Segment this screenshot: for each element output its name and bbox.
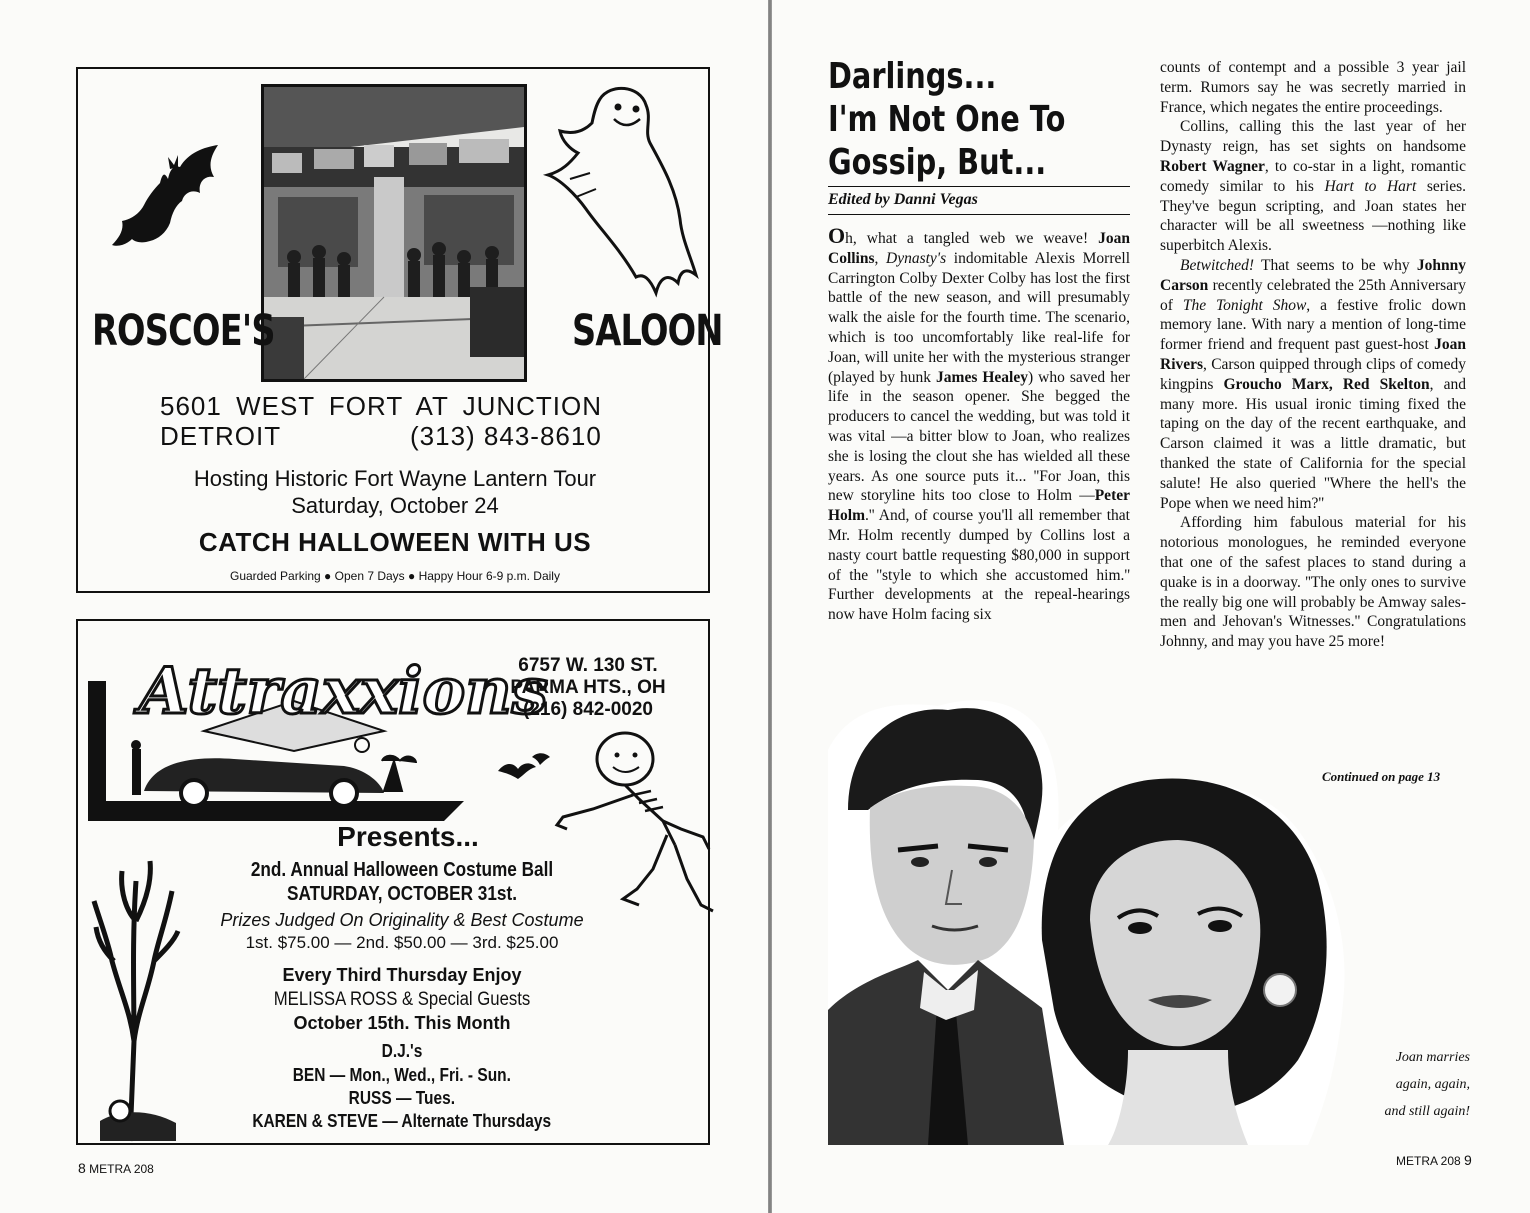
event-date: SATURDAY, OCTOBER 31st. [286, 883, 518, 905]
dj-ben-text: BEN — Mon., Wed., Fri. - Sun. [292, 1065, 512, 1085]
this-month-date: October 15th. This Month [293, 1013, 511, 1033]
dj-schedule-russ [182, 1088, 622, 1109]
drop-cap: O [828, 223, 846, 248]
text-run: Collins, calling this the last year of her Dynasty reign, has set sights on handsome [1160, 118, 1466, 156]
ghost-icon [540, 79, 702, 309]
show-title: Dynasty's [886, 249, 947, 267]
club-contact [490, 655, 686, 721]
dj-schedule-ben [182, 1065, 622, 1086]
headline-line-3: Gossip, But... [828, 142, 1047, 183]
article-column-1 [828, 223, 1130, 625]
byline-rule-top [828, 186, 1130, 187]
event-title: 2nd. Annual Halloween Costume Ball [250, 859, 554, 881]
text-run: h, what a tangled web we weave! [845, 230, 1099, 247]
street-address: 5601 WEST FORT AT JUNCTION [160, 391, 603, 421]
brand-name-right: SALOON [572, 306, 723, 356]
third-thursday: Every Third Thursday Enjoy [282, 965, 522, 985]
right-folio [1396, 1152, 1472, 1168]
tour-line-2: Saturday, October 24 [291, 493, 499, 518]
halloween-tagline: CATCH HALLOWEEN WITH US [198, 527, 592, 557]
attraxxions-ad [76, 619, 710, 1145]
dead-tree-icon [90, 841, 186, 1141]
text-run: , a festive frolic down memory lane. With nary a mention of long-time former friend and frequent past guest-host [1160, 296, 1466, 354]
phone-number: (313) 843-8610 [410, 421, 602, 451]
paragraph: Affording him fabulous material for his notorious monologues, he reminded everyone that one of the safest places to stand during a quake is in a doorway. ''The only ones to survive the really big one will probably be Amway sales-men and Jehovan's Witnesses.'' Congratulations Johnny, and may you have 25 more! [1160, 514, 1466, 651]
text-run: ) who saved her life in the season opener. She begged the producers to cancel the wedding, but was told it was vital —a bitter blow to Joan, who realizes she is losing the clout she has wielded all these years. As one source puts it... ''For Joan, this new storyline hits too close to Holm — [828, 368, 1130, 505]
person-name: James Healey [936, 368, 1028, 386]
caption-line-3: and still again! [1384, 1104, 1470, 1119]
left-publication: METRA 208 [89, 1162, 154, 1176]
caption-line-1: Joan marries [1395, 1050, 1470, 1065]
paragraph [828, 223, 1130, 625]
text-run: , and many more. His usual ironic timing fixed the taping on the day of the recent earthquake, and Carson claimed it was a little dramatic, but thanked the state of California for the special salute! He also queried ''Where the hell's the Pope when we need him?'' [1160, 375, 1466, 512]
person-name: Johnny Carson [1160, 256, 1466, 294]
storefront-illustration [264, 87, 524, 379]
paragraph-lead: Betwitched! [1180, 256, 1255, 274]
tour-line-1: Hosting Historic Fort Wayne Lantern Tour [193, 466, 597, 491]
lantern-tour-notice [78, 465, 712, 519]
saloon-address [160, 391, 603, 451]
article-column-2 [1160, 58, 1466, 652]
text-run: indomitable Alexis Morrell Carrington Colby Dexter Colby has lost the first battle of the new season, and will presumably walk the aisle for the fourth time. The scenario, which is too uncomfortably like real-life for Joan, will unite her with the mysterious stranger (played by hunk [828, 249, 1130, 386]
person-name: Groucho Marx, Red Skelton [1223, 375, 1430, 393]
right-publication: METRA 208 [1396, 1154, 1461, 1168]
presents-heading: Presents... [337, 821, 479, 852]
roscoes-saloon-ad [76, 67, 723, 593]
left-folio [78, 1160, 154, 1176]
person-name: Joan Collins [828, 230, 1130, 267]
attraxxions-logo [84, 641, 548, 821]
dj-karen-steve-text: KAREN & STEVE — Alternate Thursdays [252, 1111, 552, 1131]
person-name: Peter Holm [828, 487, 1130, 525]
byline-rule-bottom [828, 214, 1130, 215]
city: DETROIT [160, 421, 282, 451]
byline: Edited by Danni Vegas [828, 191, 978, 208]
paragraph: counts of contempt and a possible 3 year jail term. Rumors say he was secretly married in France, which negates the entire proceedings. [1160, 59, 1466, 116]
dj-schedule-karen-steve [182, 1111, 622, 1132]
left-page-number: 8 [78, 1160, 86, 1176]
special-guests: MELISSA ROSS & Special Guests [273, 989, 531, 1010]
paragraph [1160, 117, 1466, 256]
show-title: Hart to Hart [1324, 177, 1417, 195]
text-run: , to co-star in a light, romantic comedy similar to his [1160, 157, 1466, 195]
article-headline [828, 55, 1076, 184]
text-run: That seems to be why [1254, 256, 1417, 274]
logo-wordmark: Attraxxions [139, 654, 548, 729]
text-run: recently celebrated the 25th Anniversary of [1160, 276, 1466, 314]
right-page-number: 9 [1464, 1152, 1472, 1168]
headline-line-2: I'm Not One To [828, 99, 1066, 140]
text-run: , [874, 249, 887, 267]
text-run: , Carson quipped through clips of comedy kingpins [1160, 355, 1466, 393]
text-run: series. They've begun scripting, and Joan states her character will be all sweetness —nothing like superbitch Alexis. [1160, 177, 1466, 255]
headline-line-1: Darlings... [828, 56, 997, 97]
club-phone: (216) 842-0020 [523, 699, 653, 720]
saloon-storefront-photo [261, 84, 527, 382]
right-page [772, 0, 1530, 1213]
club-address-1: 6757 W. 130 ST. [518, 655, 658, 676]
person-name: Robert Wagner [1160, 157, 1265, 175]
dj-russ-text: RUSS — Tues. [348, 1088, 456, 1108]
prize-amounts: 1st. $75.00 — 2nd. $50.00 — 3rd. $25.00 [245, 933, 559, 952]
show-title: The Tonight Show [1182, 296, 1307, 314]
brand-name-left: ROSCOE'S [92, 306, 275, 356]
continued-note: Continued on page 13 [1322, 769, 1441, 784]
text-run: .'' And, of course you'll all remember that Mr. Holm recently dumped by Collins lost a nasty court battle requesting $80,000 in support of the ''style to which she accustomed him.'' Further developments at the repeal-hearings now have Holm facing six [828, 507, 1130, 624]
bat-icon [110, 139, 222, 249]
club-address-2: PARMA HTS., OH [510, 677, 666, 698]
collins-healey-photo [828, 690, 1348, 1145]
caption-line-2: again, again, [1395, 1077, 1470, 1092]
djs-heading: D.J.'s [381, 1041, 423, 1061]
paragraph [1160, 256, 1466, 513]
amenities-footer: Guarded Parking ● Open 7 Days ● Happy Hour 6-9 p.m. Daily [230, 569, 560, 583]
prizes-note: Prizes Judged On Originality & Best Costume [220, 910, 584, 930]
photo-caption [1342, 1044, 1470, 1125]
bats-icon [496, 749, 556, 789]
person-name: Joan Rivers [1160, 336, 1466, 373]
